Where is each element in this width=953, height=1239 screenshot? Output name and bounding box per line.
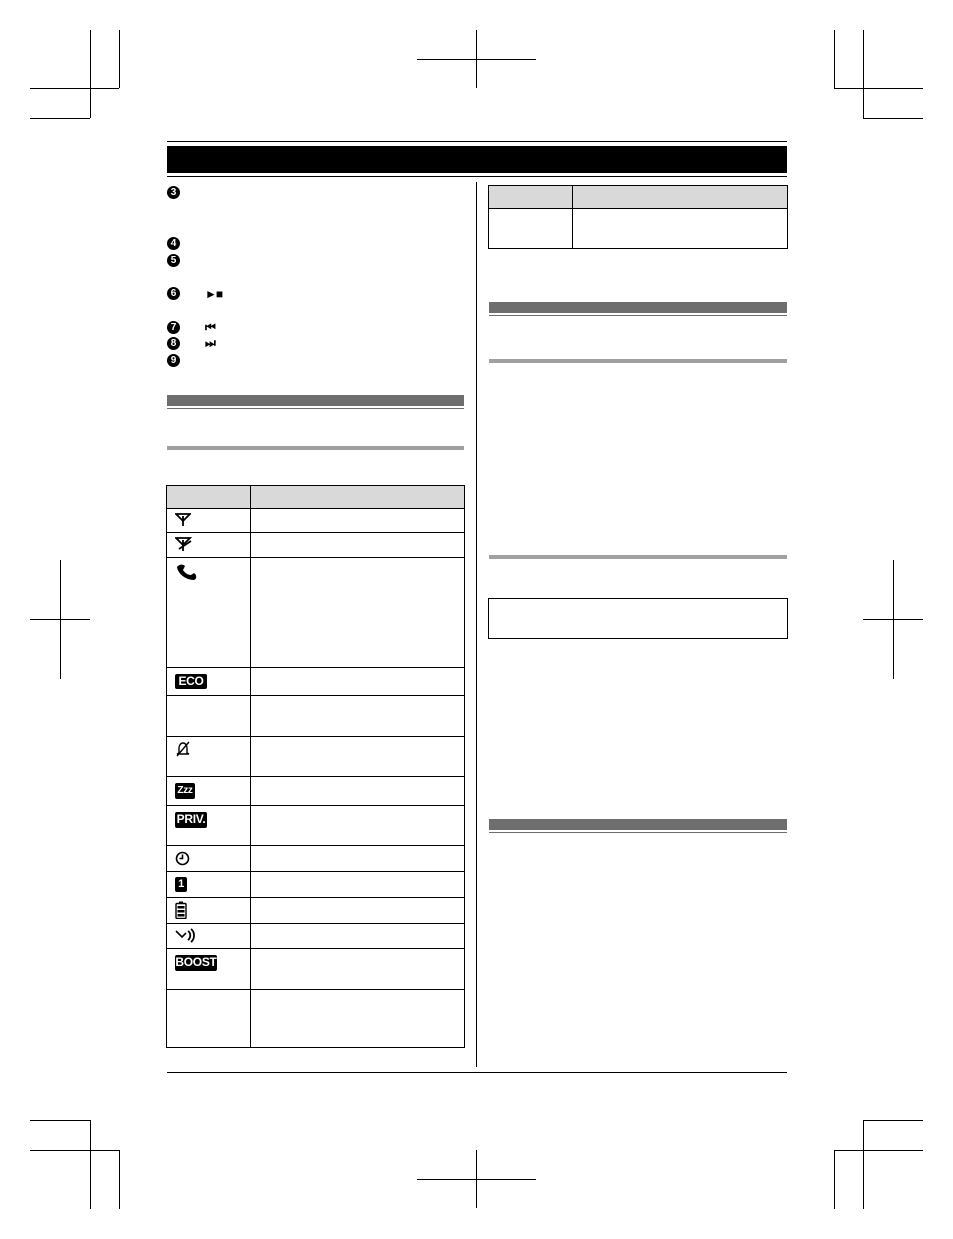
note-box <box>488 598 788 639</box>
right-section-heading-rule-1 <box>489 315 787 316</box>
signal-out-of-range-icon <box>175 537 193 552</box>
privacy-mode-icon: PRIV. <box>176 812 206 826</box>
right-section-heading-rule-2 <box>489 832 787 833</box>
number-3-icon: 3 <box>167 186 180 199</box>
number-5-icon: 5 <box>167 254 180 267</box>
header-rule-top <box>167 141 787 142</box>
right-subsection-heading-bar-1 <box>489 359 787 363</box>
alarm-clock-icon <box>175 851 190 866</box>
right-table-body <box>488 208 788 249</box>
repeat-icon: ⏮ <box>205 320 215 334</box>
right-table-column-divider <box>572 185 573 248</box>
number-9-icon: 9 <box>167 354 180 367</box>
boost-icon: BOOST <box>175 955 217 969</box>
header-rule-bottom <box>167 176 787 177</box>
footer-rule <box>167 1072 787 1073</box>
ringer-off-icon <box>175 741 191 757</box>
section-heading-rule <box>167 408 464 409</box>
right-table-header-row <box>488 185 788 209</box>
subsection-heading-bar <box>167 446 464 450</box>
header-bar <box>167 146 787 173</box>
number-7-icon: 7 <box>167 321 180 334</box>
section-heading-bar <box>167 395 464 406</box>
column-divider <box>476 182 477 1067</box>
battery-icon <box>175 901 187 919</box>
table-header-row <box>166 485 465 509</box>
phone-handset-icon <box>175 563 199 581</box>
right-section-heading-bar-2 <box>489 819 787 830</box>
table-column-divider <box>250 485 251 1047</box>
number-8-icon: 8 <box>167 337 180 350</box>
number-6-icon: 6 <box>167 287 180 300</box>
line-one-icon: 1 <box>175 877 187 892</box>
skip-icon: ⏭ <box>205 336 215 350</box>
night-mode-icon: Zzz <box>175 783 195 799</box>
number-4-icon: 4 <box>167 237 180 250</box>
eco-mode-icon: ECO <box>175 674 207 689</box>
right-subsection-heading-bar-2 <box>489 555 787 559</box>
call-forward-voice-icon <box>175 928 195 943</box>
right-section-heading-bar-1 <box>489 302 787 313</box>
signal-antenna-icon <box>175 513 191 527</box>
play-stop-icon: ►■ <box>205 287 223 301</box>
